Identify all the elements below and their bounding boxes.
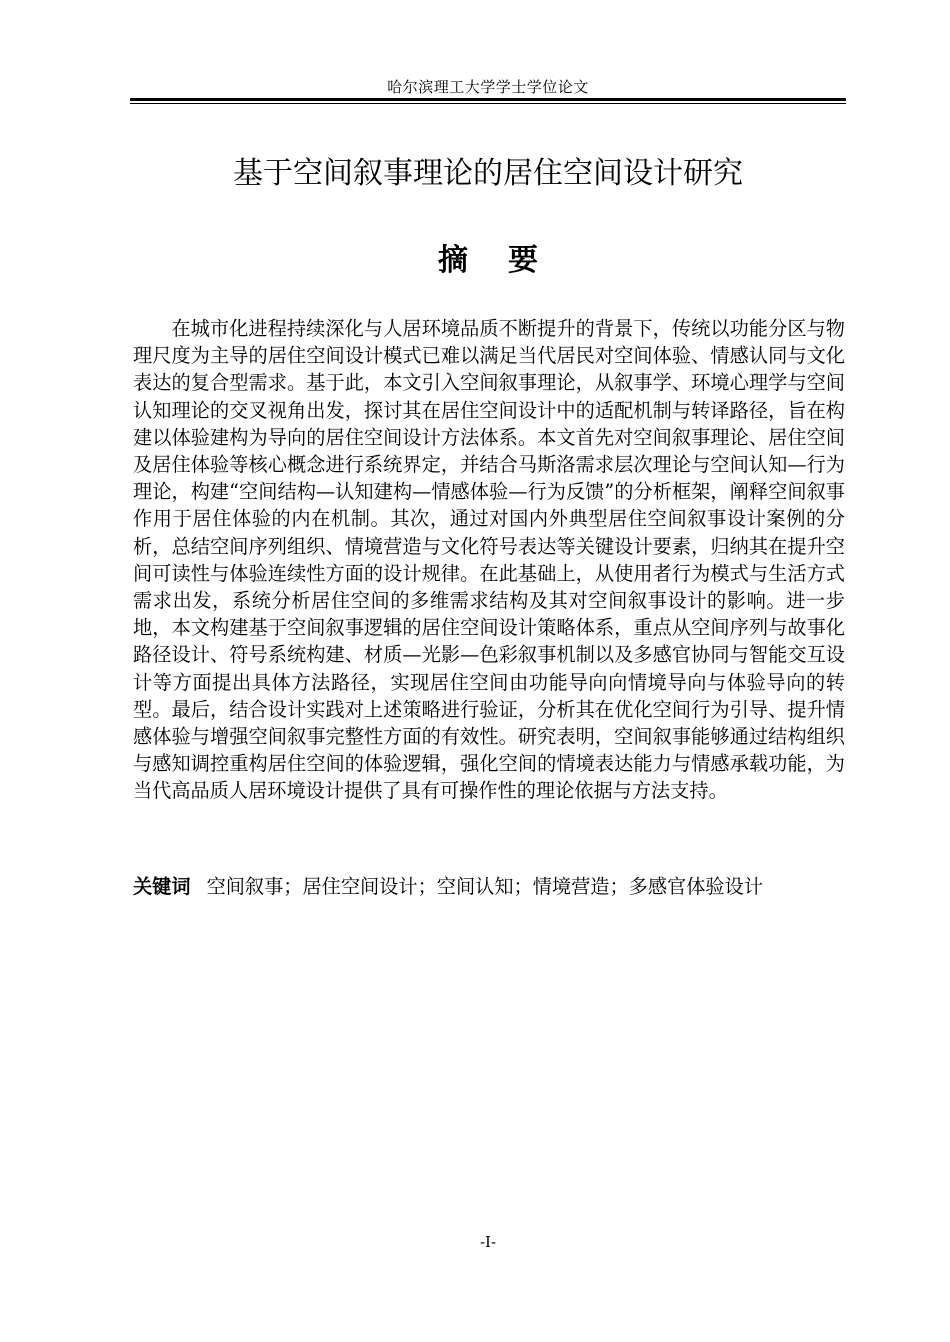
abstract-body: 在城市化进程持续深化与人居环境品质不断提升的背景下，传统以功能分区与物理尺度为主导的居住空间设计模式已难以满足当代居民对空间体验、情感认同与文化表达的复合型需求。基于此，本文引入空间叙事理论，从叙事学、环境心理学与空间认知理论的交叉视角出发，探讨其在居住空间设计中的适配机制与转译路径，旨在构建以体验建构为导向的居住空间设计方法体系。本文首先对空间叙事理论、居住空间及居住体验等核心概念进行系统界定，并结合马斯洛需求层次理论与空间认知—行为理论，构建“空间结构—认知建构—情感体验—行为反馈”的分析框架，阐释空间叙事作用于居住体验的内在机制。其次，通过对国内外典型居住空间叙事设计案例的分析，总结空间序列组织、情境营造与文化符号表达等关键设计要素，归纳其在提升空间可读性与体验连续性方面的设计规律。在此基础上，从使用者行为模式与生活方式需求出发，系统分析居住空间的多维需求结构及其对空间叙事设计的影响。进一步地，本文构建基于空间叙事逻辑的居住空间设计策略体系，重点从空间序列与故事化路径设计、符号系统构建、材质—光影—色彩叙事机制以及多感官协同与智能交互设计等方面提出具体方法路径，实现居住空间由功能导向向情境导向与体验导向的转型。最后，结合设计实践对上述策略进行验证，分析其在优化空间行为引导、提升情感体验与增强空间叙事完整性方面的有效性。研究表明，空间叙事能够通过结构组织与感知调控重构居住空间的体验逻辑，强化空间的情境表达能力与情感承载功能，为当代高品质人居环境设计提供了具有可操作性的理论依据与方法支持。: [133, 317, 845, 803]
abstract-heading: 摘要: [438, 243, 578, 278]
keywords-text: 空间叙事；居住空间设计；空间认知；情境营造；多感官体验设计: [206, 875, 763, 898]
keywords-line: [133, 873, 845, 900]
keywords-label: 关键词: [133, 875, 191, 898]
page-number: -I-: [479, 1233, 497, 1251]
running-header: 哈尔滨理工大学学士学位论文: [387, 78, 589, 96]
header-rule-thin: [130, 103, 846, 104]
document-title: 基于空间叙事理论的居住空间设计研究: [233, 156, 743, 191]
header-rule-thick: [130, 98, 846, 101]
